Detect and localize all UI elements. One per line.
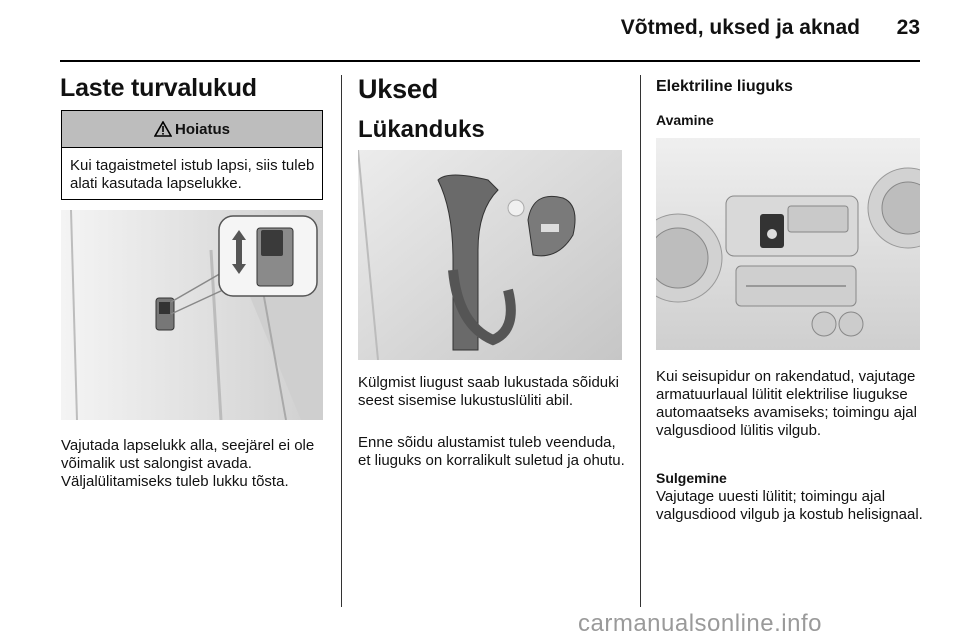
sliding-door-paragraph-2: Enne sõidu alustamist tuleb veenduda, et liuguks on korralikult suletud ja ohutu. (358, 434, 625, 469)
sliding-door-lock-illustration (358, 150, 622, 360)
section-heading-doors: Uksed (358, 74, 439, 104)
section-heading-child-locks: Laste turvalukud (60, 74, 257, 102)
child-lock-illustration (61, 210, 323, 420)
warning-title: Hoiatus (174, 120, 230, 138)
opening-paragraph: Kui seisupidur on rakendatud, vajutage armatuurlaual lülitit elektrilise liugukse automaatseks avamiseks; toimingu ajal valgusdiood lülitis vilgub. (656, 368, 917, 439)
warning-header (62, 111, 322, 148)
subheading-opening: Avamine (656, 112, 714, 128)
child-lock-paragraph: Vajutada lapselukk alla, seejärel ei ole võimalik ust salongist avada. Väljalülitamiseks tuleb lukku tõsta. (61, 437, 315, 490)
sliding-door-paragraph-1: Külgmist liugust saab lukustada sõiduki seest sisemise lukustuslüliti abil. (358, 374, 619, 409)
column-divider-right (640, 75, 641, 607)
warning-text: Kui tagaistmetel istub lapsi, siis tuleb alati kasutada lapselukke. (70, 157, 315, 192)
header-rule (60, 60, 920, 62)
subheading-sliding-door: Lükanduks (358, 116, 485, 143)
warning-box (61, 110, 323, 200)
page-number: 23 (896, 16, 920, 39)
watermark-text: carmanualsonline.info (578, 610, 822, 637)
closing-paragraph: Vajutage uuesti lülitit; toimingu ajal valgusdiood vilgub ja kostub helisignaal. (656, 488, 923, 523)
dashboard-switch-illustration (656, 138, 920, 350)
column-divider-left (341, 75, 342, 607)
warning-triangle-icon (154, 121, 172, 137)
subheading-closing: Sulgemine (656, 470, 727, 486)
heading-electric-sliding-door: Elektriline liuguks (656, 78, 793, 95)
page-header-title: Võtmed, uksed ja aknad (620, 16, 860, 39)
